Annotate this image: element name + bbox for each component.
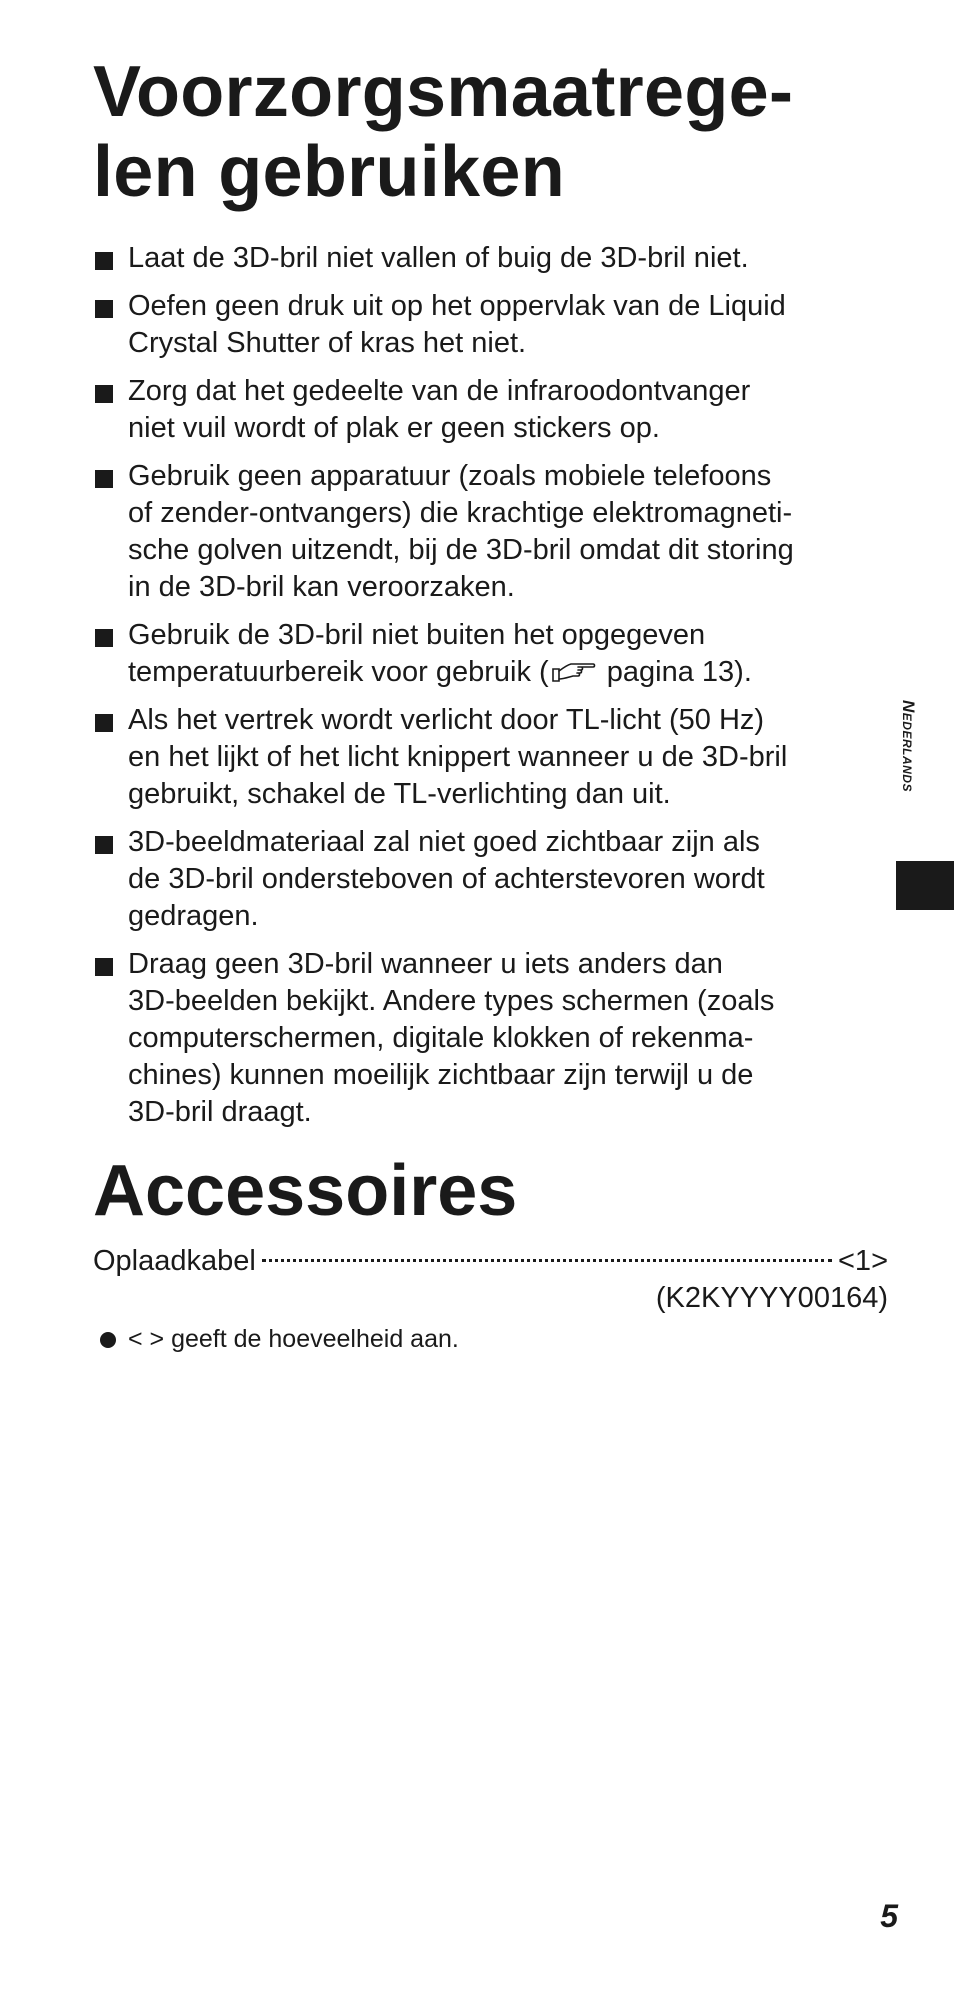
- square-bullet-icon: [95, 470, 113, 488]
- list-item-text: en het lijkt of het licht knippert wanneer u de 3D-bril: [128, 741, 788, 773]
- list-item-text: gedragen.: [128, 900, 259, 932]
- language-side-label: [893, 700, 923, 855]
- list-item: [93, 946, 888, 1131]
- list-item-text: Zorg dat het gedeelte van de infraroodontvanger: [128, 375, 751, 407]
- square-bullet-icon: [95, 385, 113, 403]
- list-item-text: 3D-bril draagt.: [128, 1096, 312, 1128]
- square-bullet-icon: [95, 252, 113, 270]
- list-item-text: Crystal Shutter of kras het niet.: [128, 327, 527, 359]
- page-number: 5: [880, 1898, 898, 1934]
- list-item-text-part: pagina 13).: [598, 656, 752, 688]
- precautions-title-line: Voorzorgsmaatrege-: [93, 52, 794, 132]
- round-bullet-icon: [100, 1332, 116, 1348]
- pointing-hand-icon: [551, 660, 597, 684]
- dotted-leader: [262, 1259, 832, 1262]
- square-bullet-icon: [95, 629, 113, 647]
- list-item-text: computerschermen, digitale klokken of rekenma-: [128, 1022, 754, 1054]
- list-item-text: of zender-ontvangers) die krachtige elektromagneti-: [128, 497, 793, 529]
- list-item: [93, 458, 888, 606]
- list-item: [93, 373, 888, 447]
- list-item-text: niet vuil wordt of plak er geen stickers op.: [128, 412, 660, 444]
- list-item-text: 3D-beelden bekijkt. Andere types schermen (zoals: [128, 985, 775, 1017]
- list-item-text: Gebruik geen apparatuur (zoals mobiele telefoons: [128, 460, 772, 492]
- language-tab-marker: [896, 861, 954, 910]
- list-item-text: [128, 654, 888, 691]
- precautions-title-line: len gebruiken: [93, 132, 566, 212]
- list-item-text-part: temperatuurbereik voor gebruik (: [128, 656, 549, 688]
- accessory-row: [93, 1243, 888, 1280]
- precautions-list: [93, 240, 888, 1131]
- list-item-text: Draag geen 3D-bril wanneer u iets anders dan: [128, 948, 723, 980]
- list-item: [93, 617, 888, 691]
- list-item: [93, 288, 888, 362]
- list-item: [93, 702, 888, 813]
- square-bullet-icon: [95, 300, 113, 318]
- list-item-text: Gebruik de 3D-bril niet buiten het opgegeven: [128, 619, 706, 651]
- list-item-text: chines) kunnen moeilijk zichtbaar zijn terwijl u de: [128, 1059, 754, 1091]
- list-item-text: Laat de 3D-bril niet vallen of buig de 3D-bril niet.: [128, 242, 749, 274]
- list-item-text: Als het vertrek wordt verlicht door TL-licht (50 Hz): [128, 704, 765, 736]
- list-item-text: gebruikt, schakel de TL-verlichting dan uit.: [128, 778, 671, 810]
- list-item-text: Oefen geen druk uit op het oppervlak van de Liquid: [128, 290, 786, 322]
- list-item-text: in de 3D-bril kan veroorzaken.: [128, 571, 515, 603]
- page-content: [93, 52, 888, 1355]
- list-item-text: sche golven uitzendt, bij de 3D-bril omdat dit storing: [128, 534, 794, 566]
- accessory-code: (K2KYYYY00164): [655, 1282, 888, 1314]
- language-label: Nederlands: [899, 700, 918, 792]
- precautions-title: [93, 52, 888, 212]
- accessories-title: Accessoires: [93, 1151, 518, 1231]
- list-item: [93, 824, 888, 935]
- list-item: [93, 240, 888, 277]
- list-item-text: 3D-beeldmateriaal zal niet goed zichtbaar zijn als: [128, 826, 760, 858]
- accessory-quantity: <1>: [838, 1245, 888, 1277]
- quantity-note-text: < > geeft de hoeveelheid aan.: [128, 1325, 459, 1353]
- list-item-text: de 3D-bril ondersteboven of achterstevoren wordt: [128, 863, 765, 895]
- accessory-name: Oplaadkabel: [93, 1245, 256, 1277]
- square-bullet-icon: [95, 836, 113, 854]
- quantity-note: [93, 1323, 888, 1355]
- square-bullet-icon: [95, 714, 113, 732]
- square-bullet-icon: [95, 958, 113, 976]
